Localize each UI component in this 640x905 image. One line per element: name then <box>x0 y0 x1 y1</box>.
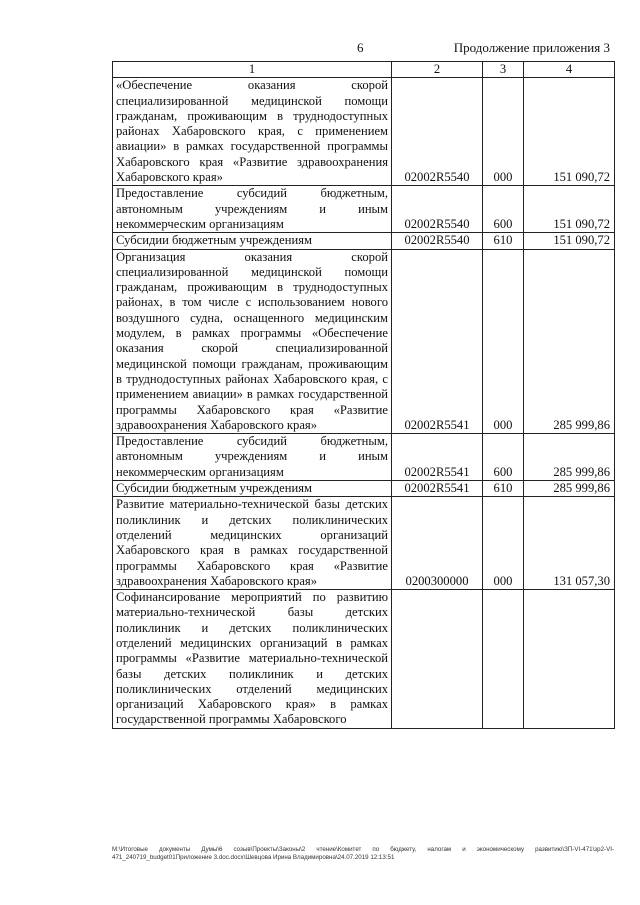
row-name: Софинансирование мероприятий по развитию материально-технической базы детских поликлиник и детских поликлинических отделений медицинских организаций в рамках программы «Развитие материально-технической базы детских поликлиник и детских поликлинических отделений медицинских организаций Хабаровского края» в рамках государственной программы Хабаровского <box>113 590 392 729</box>
table-row <box>113 249 615 434</box>
row-amount: 151 090,72 <box>524 186 615 233</box>
row-type: 610 <box>483 233 524 249</box>
row-type <box>483 590 524 729</box>
row-name: Предоставление субсидий бюджетным, автономным учреждениям и иным некоммерческим организациям <box>113 434 392 481</box>
continuation-label: Продолжение приложения 3 <box>453 40 610 55</box>
row-name: Развитие материально-технической базы детских поликлиник и детских поликлинических отделений медицинских организаций Хабаровского края в рамках государственной программы Хабаровского края «Развитие здравоохранения Хабаровского края» <box>113 497 392 590</box>
row-amount: 131 057,30 <box>524 497 615 590</box>
row-code: 0200300000 <box>392 497 483 590</box>
table-row <box>113 78 615 186</box>
table-row <box>113 434 615 481</box>
row-code: 02002R5541 <box>392 481 483 497</box>
row-name: Субсидии бюджетным учреждениям <box>113 481 392 497</box>
row-amount: 285 999,86 <box>524 249 615 434</box>
column-header: 1 <box>113 62 392 78</box>
row-type: 600 <box>483 434 524 481</box>
row-type: 610 <box>483 481 524 497</box>
table-header-row <box>113 62 615 78</box>
row-type: 600 <box>483 186 524 233</box>
column-header: 3 <box>483 62 524 78</box>
page-header <box>0 40 640 58</box>
row-amount: 285 999,86 <box>524 481 615 497</box>
row-amount <box>524 590 615 729</box>
row-type: 000 <box>483 78 524 186</box>
row-code: 02002R5541 <box>392 434 483 481</box>
file-path-footer: М:\Итоговые документы Думы\6 созыв\Проекты\Законы\2 чтение\Комитет по бюджету, налогам и экономическому развитию\ЗП-VI-471\зр2-VI-471_240719_budget01Приложение 3.doc.docx\Шевцова Ирина Владимировна\24.07.2019 12:13:51 <box>112 846 614 861</box>
column-header: 2 <box>392 62 483 78</box>
row-type: 000 <box>483 497 524 590</box>
table-row <box>113 590 615 729</box>
row-code: 02002R5540 <box>392 186 483 233</box>
row-name: «Обеспечение оказания скорой специализированной медицинской помощи гражданам, проживающим в труднодоступных районах Хабаровского края, с применением авиации» в рамках государственной программы Хабаровского края «Развитие здравоохранения Хабаровского края» <box>113 78 392 186</box>
row-amount: 285 999,86 <box>524 434 615 481</box>
table-row <box>113 497 615 590</box>
row-type: 000 <box>483 249 524 434</box>
row-name: Организация оказания скорой специализированной медицинской помощи гражданам, проживающим в труднодоступных районах, в том числе с использованием нового воздушного судна, оснащенного медицинским модулем, в рамках программы «Обеспечение оказания скорой специализированной медицинской помощи гражданам, проживающим в труднодоступных районах Хабаровского края, с применением авиации» в рамках государственной программы Хабаровского края «Развитие здравоохранения Хабаровского края» <box>113 249 392 434</box>
row-code: 02002R5540 <box>392 233 483 249</box>
table-row <box>113 186 615 233</box>
table-row <box>113 233 615 249</box>
row-code <box>392 590 483 729</box>
row-amount: 151 090,72 <box>524 78 615 186</box>
row-code: 02002R5541 <box>392 249 483 434</box>
row-name: Субсидии бюджетным учреждениям <box>113 233 392 249</box>
column-header: 4 <box>524 62 615 78</box>
row-name: Предоставление субсидий бюджетным, автономным учреждениям и иным некоммерческим организациям <box>113 186 392 233</box>
row-amount: 151 090,72 <box>524 233 615 249</box>
row-code: 02002R5540 <box>392 78 483 186</box>
table-row <box>113 481 615 497</box>
appendix-table <box>112 61 615 729</box>
page-number: 6 <box>357 40 364 55</box>
